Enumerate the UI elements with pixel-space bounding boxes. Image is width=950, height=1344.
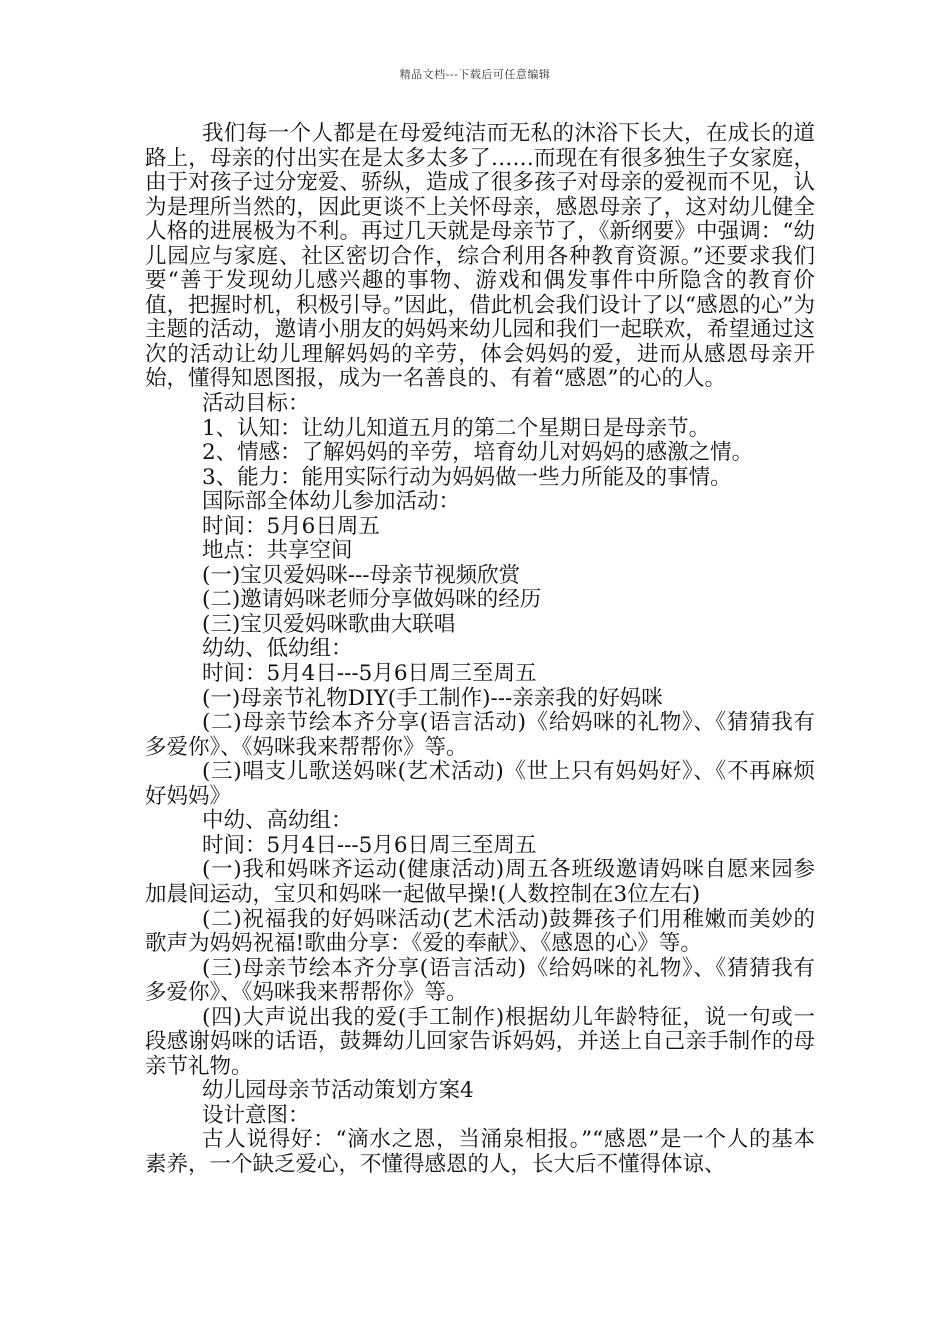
paragraph-intl-time: 时间：5月6日周五 [202,513,380,539]
paragraph-goals-heading: 活动目标： [202,391,310,417]
paragraph-senior-item-1: (一)我和妈咪齐运动(健康活动)周五各班级邀请妈咪自愿来园参加晨间运动，宝贝和妈咪一起做早操!(人数控制在3位左右) [145,857,815,907]
paragraph-goal-2: 2、情感：了解妈妈的辛劳，培育幼儿对妈妈的感激之情。 [202,440,754,466]
paragraph-goal-1: 1、认知：让幼儿知道五月的第二个星期日是母亲节。 [202,415,711,441]
paragraph-goal-3: 3、能力：能用实际行动为妈妈做一些力所能及的事情。 [202,464,732,490]
paragraph-senior-item-3: (三)母亲节绘本齐分享(语言活动)《给妈咪的礼物》、《猜猜我有多爱你》、《妈咪我来帮帮你》等。 [145,955,815,1006]
paragraph-intl-heading: 国际部全体幼儿参加活动： [202,489,461,515]
paragraph-plan-title: 幼儿园母亲节活动策划方案4 [202,1078,474,1104]
paragraph-design-heading: 设计意图： [202,1102,310,1128]
paragraph-senior-item-2: (二)祝福我的好妈咪活动(艺术活动)鼓舞孩子们用稚嫩而美妙的歌声为妈妈祝福!歌曲分享：《爱的奉献》、《感恩的心》等。 [145,906,815,957]
document-body [145,122,815,1178]
paragraph-junior-heading: 幼幼、低幼组： [202,636,353,662]
paragraph-senior-item-4: (四)大声说出我的爱(手工制作)根据幼儿年龄特征，说一句或一段感谢妈咪的话语，鼓舞幼儿回家告诉妈妈，并送上自己亲手制作的母亲节礼物。 [145,1004,815,1079]
paragraph-junior-item-2: (二)母亲节绘本齐分享(语言活动)《给妈咪的礼物》、《猜猜我有多爱你》、《妈咪我来帮帮你》等。 [145,710,815,760]
paragraph-senior-time: 时间：5月4日---5月6日周三至周五 [202,832,537,858]
paragraph-intl-item-1: (一)宝贝爱妈咪---母亲节视频欣赏 [202,562,521,588]
paragraph-intl-place: 地点：共享空间 [202,538,353,564]
paragraph-junior-time: 时间：5月4日---5月6日周三至周五 [202,661,537,687]
paragraph-intl-item-3: (三)宝贝爱妈咪歌曲大联唱 [202,611,456,637]
paragraph-junior-item-1: (一)母亲节礼物DIY(手工制作)---亲亲我的好妈咪 [202,685,663,711]
paragraph-intro: 我们每一个人都是在母爱纯洁而无私的沐浴下长大，在成长的道路上，母亲的付出实在是太多太多了……而现在有很多独生子女家庭，由于对孩子过分宠爱、骄纵，造成了很多孩子对母亲的爱视而不见，认为是理所当然的，因此更谈不上关怀母亲，感恩母亲了，这对幼儿健全人格的进展极为不利。再过几天就是母亲节了，《新纲要》中强调：“幼儿园应与家庭、社区密切合作，综合利用各种教育资源。”还要求我们要“善于发现幼儿感兴趣的事物、游戏和偶发事件中所隐含的教育价值，把握时机，积极引导。”因此，借此机会我们设计了以“感恩的心”为主题的活动，邀请小朋友的妈妈来幼儿园和我们一起联欢，希望通过这次的活动让幼儿理解妈妈的辛劳，体会妈妈的爱，进而从感恩母亲开始，懂得知恩图报，成为一名善良的、有着“感恩”的心的人。 [145,121,815,392]
page-header: 精品文档---下载后可任意编辑 [399,68,551,81]
paragraph-design-body: 古人说得好：“滴水之恩，当涌泉相报。”“感恩”是一个人的基本素养，一个缺乏爱心，不懂得感恩的人，长大后不懂得体谅、 [145,1127,815,1177]
paragraph-senior-heading: 中幼、高幼组： [202,808,353,834]
paragraph-intl-item-2: (二)邀请妈咪老师分享做妈咪的经历 [202,587,542,613]
paragraph-junior-item-3: (三)唱支儿歌送妈咪(艺术活动)《世上只有妈妈好》、《不再麻烦好妈妈》 [145,759,815,809]
